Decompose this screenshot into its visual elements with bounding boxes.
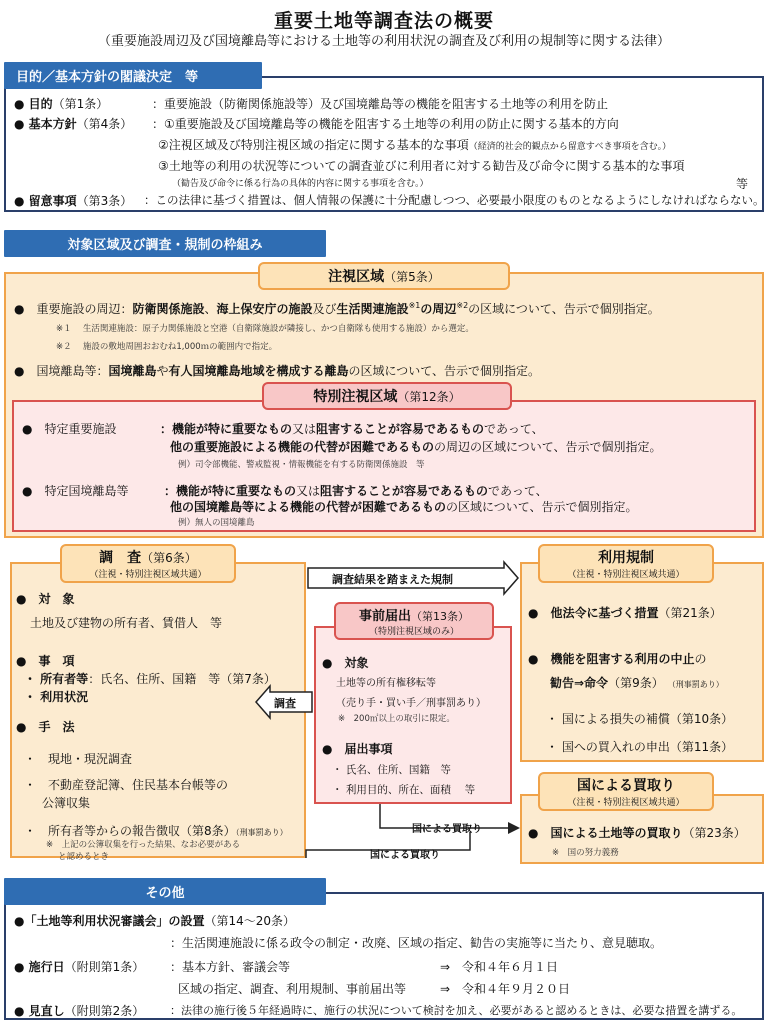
policy-text-3-note: （勧告及び命令に係る行為の具体的内容に関する事項を含む。） <box>172 179 429 189</box>
policy-article: （第4条） <box>76 117 133 131</box>
effective-date-2: ⇒ 令和４年９月２０日 <box>440 982 571 996</box>
survey-item-owner: ・ 所有者等：氏名、住所、国籍 等（第7条） <box>24 672 276 686</box>
prior-items-heading: ● 届出事項 <box>322 742 393 756</box>
policy-item-2-note: （経済的社会的観点から留意すべき事項を含む。） <box>468 142 672 152</box>
special-island-line1: ：機能が特に重要なもの又は阻害することが容易であるものであって、 <box>164 484 548 498</box>
notes-text: ：この法律に基づく措置は、個人情報の保護に十分配慮しつつ、必要最小限度のものとなるようにしなければならない。 <box>144 193 765 207</box>
survey-method-3: ・ 所有者等からの報告徴収（第8条）（刑事罰あり） <box>24 824 288 838</box>
arrow-head-prior-purchase <box>508 822 520 834</box>
special-facility-line1: ：機能が特に重要なもの又は阻害することが容易であるものであって、 <box>160 422 544 436</box>
survey-method-3-note1: ※ 上記の公簿収集を行った結果、なお必要がある <box>46 840 241 850</box>
regulation-item-5: ・ 国への買入れの申出（第11条） <box>546 740 734 754</box>
policy-item-2: ②注視区域及び特別注視区域の指定に関する基本的な事項 <box>158 138 469 152</box>
notes-article: （第3条） <box>76 194 133 208</box>
special-facility-line2: 他の重要施設による機能の代替が困難であるものの周辺の区域について、告示で個別指定。 <box>170 440 662 454</box>
special-island-line2: 他の国境離島等による機能の代替が困難であるものの区域について、告示で個別指定。 <box>170 500 638 514</box>
regulation-title: 利用規制 （注視・特別注視区域共通） <box>538 544 714 583</box>
effective-row: ● 施行日（附則第1条） <box>14 960 145 974</box>
survey-title: 調 査（第6条） （注視・特別注視区域共通） <box>60 544 236 583</box>
regulation-item-4: ・ 国による損失の補償（第10条） <box>546 712 734 726</box>
watch-note-1: ※１ 生活関連施設：原子力関係施設と空港（自衛隊施設が隣接し、かつ自衛隊も使用する施設）から選定。 <box>56 324 474 334</box>
review-row: ● 見直し（附則第2条） <box>14 1004 145 1018</box>
special-facility-label: ● 特定重要施設 <box>22 422 117 436</box>
page-title: 重要土地等調査法の概要 <box>273 10 494 32</box>
review-text: ：法律の施行後５年経過時に、施行の状況について検討を加え、必要があると認めるときは、必要な措置を講ずる。 <box>170 1004 743 1017</box>
effective-text-1: ：基本方針、審議会等 <box>170 960 291 974</box>
page-subtitle: （重要施設周辺及び国境離島等における土地等の利用状況の調査及び利用の規制等に関する法律） <box>97 34 670 49</box>
prior-notice-title: 事前届出（第13条） （特別注視区域のみ） <box>334 602 494 640</box>
regulation-item-2: ● 機能を阻害する利用の中止の <box>528 652 707 666</box>
prior-item-1: ・ 氏名、住所、国籍 等 <box>332 764 451 776</box>
survey-target-text: 土地及び建物の所有者、賃借人 等 <box>30 616 223 630</box>
survey-method-heading: ● 手 法 <box>16 720 75 734</box>
prior-item-2: ・ 利用目的、所在、面積 等 <box>332 784 476 796</box>
effective-text-2: 区域の指定、調査、利用規制、事前届出等 <box>178 982 407 996</box>
prior-target-heading: ● 対象 <box>322 656 369 670</box>
policy-text-3: ③土地等の利用の状況等についての調査並びに利用者に対する勧告及び命令に関する基本的な事項 <box>158 159 685 173</box>
watch-area-title: 注視区域（第5条） <box>258 262 510 290</box>
purchase-title: 国による買取り （注視・特別注視区域共通） <box>538 772 714 811</box>
prior-target-1: 土地等の所有権移転等 <box>336 678 436 689</box>
arrow-label-survey: 調査 <box>274 697 296 710</box>
survey-method-2b: 公簿収集 <box>42 796 91 810</box>
purpose-text: ：重要施設（防衛関係施設等）及び国境離島等の機能を阻害する土地等の利用を防止 <box>152 97 609 111</box>
purchase-note: ※ 国の努力義務 <box>552 848 619 858</box>
policy-text-1: ：①重要施設及び国境離島等の機能を阻害する土地等の利用の防止に関する基本的方向 <box>152 117 619 131</box>
regulation-item-1: ● 他法令に基づく措置（第21条） <box>528 606 722 620</box>
watch-item-islands: ● 国境離島等：国境離島や有人国境離島地域を構成する離島の区域について、告示で個別指定。 <box>14 364 541 378</box>
purpose-article: （第1条） <box>52 97 109 111</box>
arrow-label-purchase-2: 国による買取り <box>370 850 440 861</box>
watch-item-facilities: ● 重要施設の周辺：防衛関係施設、海上保安庁の施設及び生活関連施設$^{※1}$の周辺$^{※2}$の区域について、告示で個別指定。 <box>14 301 660 316</box>
arrow-label-purchase-1: 国による買取り <box>412 824 482 835</box>
council-row: ●「土地等利用状況審議会」の設置（第14～20条） <box>14 914 296 928</box>
council-text: ：生活関連施設に係る政令の制定・改廃、区域の指定、勧告の実施等に当たり、意見聴取。 <box>170 936 663 950</box>
policy-key: ● 基本方針 <box>14 117 77 131</box>
effective-date-1: ⇒ 令和４年６月１日 <box>440 960 559 974</box>
survey-target-heading: ● 対 象 <box>16 592 75 606</box>
special-island-label: ● 特定国境離島等 <box>22 484 129 498</box>
survey-item-usage: ・ 利用状況 <box>24 690 89 704</box>
other-banner: その他 <box>4 878 326 905</box>
regulation-item-3: 勧告⇒命令（第9条） （刑事罰あり） <box>550 676 724 690</box>
watch-note-2: ※２ 施設の敷地周囲おおむね1,000ｍの範囲内で指定。 <box>56 342 278 352</box>
purpose-banner: 目的／基本方針の閣議決定 等 <box>4 62 262 89</box>
survey-items-heading: ● 事 項 <box>16 654 75 668</box>
survey-method-3-note2: と認めるとき <box>58 852 110 862</box>
framework-banner: 対象区域及び調査・規制の枠組み <box>4 230 326 257</box>
notes-key: ● 留意事項 <box>14 194 77 208</box>
special-area-title: 特別注視区域（第12条） <box>262 382 512 410</box>
prior-target-3: ※ 200㎡以上の取引に限定。 <box>338 714 455 724</box>
survey-method-2a: ・ 不動産登記簿、住民基本台帳等の <box>24 778 229 792</box>
policy-etc: 等 <box>736 177 749 191</box>
special-facility-example: 例）司令部機能、警戒監視・情報機能を有する防衛関係施設 等 <box>178 460 425 470</box>
prior-target-2: （売り手・買い手／刑事罰あり） <box>336 698 486 709</box>
purchase-item: ● 国による土地等の買取り（第23条） <box>528 826 746 840</box>
purpose-key: ● 目的 <box>14 97 53 111</box>
survey-method-1: ・ 現地・現況調査 <box>24 752 133 766</box>
arrow-label-regulation: 調査結果を踏まえた規制 <box>332 573 453 586</box>
special-island-example: 例）無人の国境離島 <box>178 518 255 528</box>
